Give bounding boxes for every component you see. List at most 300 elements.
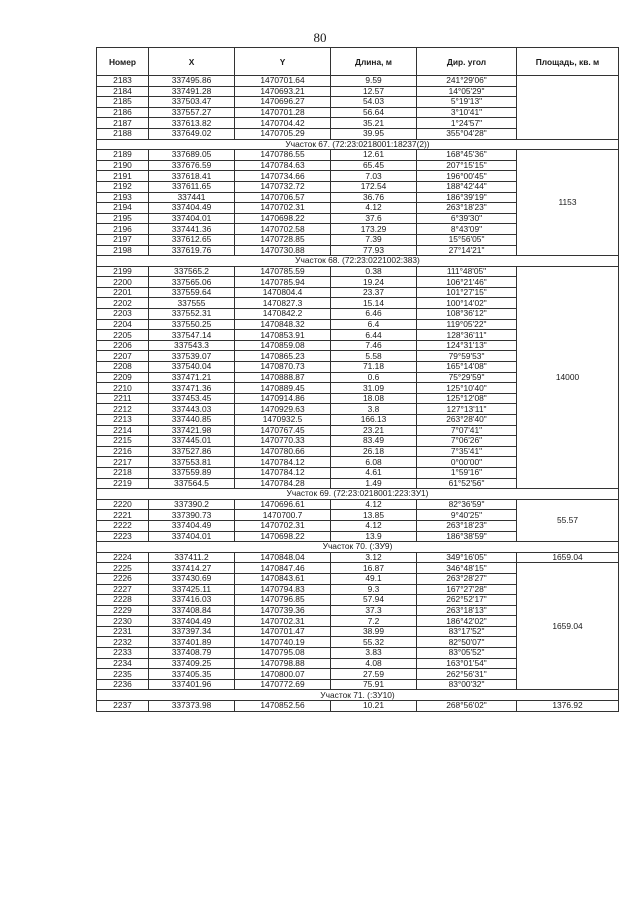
- y-coordinate: 1470702.31: [235, 616, 331, 627]
- x-coordinate: 337440.85: [149, 415, 235, 426]
- direction-angle: 83°17'52": [417, 626, 517, 637]
- length: 56.64: [331, 107, 417, 118]
- y-coordinate: 1470700.7: [235, 510, 331, 521]
- length: 7.46: [331, 340, 417, 351]
- x-coordinate: 337390.73: [149, 510, 235, 521]
- x-coordinate: 337409.25: [149, 658, 235, 669]
- point-number: 2197: [97, 234, 149, 245]
- x-coordinate: 337540.04: [149, 362, 235, 373]
- point-number: 2187: [97, 118, 149, 129]
- point-number: 2227: [97, 584, 149, 595]
- x-coordinate: 337453.45: [149, 393, 235, 404]
- point-number: 2234: [97, 658, 149, 669]
- table-row: [97, 150, 619, 161]
- direction-angle: 1°59'16": [417, 467, 517, 478]
- direction-angle: 128°36'11": [417, 330, 517, 341]
- length: 26.18: [331, 446, 417, 457]
- y-coordinate: 1470770.33: [235, 436, 331, 447]
- y-coordinate: 1470786.55: [235, 150, 331, 161]
- area-value: 55.57: [517, 499, 619, 541]
- point-number: 2236: [97, 679, 149, 690]
- direction-angle: 207°15'15": [417, 160, 517, 171]
- length: 13.9: [331, 531, 417, 542]
- y-coordinate: 1470704.42: [235, 118, 331, 129]
- section-title: Участок 67. (72:23:0218001:18237(2)): [97, 139, 619, 150]
- y-coordinate: 1470852.56: [235, 701, 331, 712]
- direction-angle: 61°52'56": [417, 478, 517, 489]
- point-number: 2208: [97, 362, 149, 373]
- length: 37.3: [331, 605, 417, 616]
- direction-angle: 165°14'08": [417, 362, 517, 373]
- length: 37.6: [331, 213, 417, 224]
- direction-angle: 196°00'45": [417, 171, 517, 182]
- length: 35.21: [331, 118, 417, 129]
- y-coordinate: 1470784.12: [235, 457, 331, 468]
- y-coordinate: 1470739.36: [235, 605, 331, 616]
- point-number: 2185: [97, 97, 149, 108]
- point-number: 2231: [97, 626, 149, 637]
- y-coordinate: 1470865.23: [235, 351, 331, 362]
- length: 173.29: [331, 224, 417, 235]
- x-coordinate: 337390.2: [149, 499, 235, 510]
- length: 54.03: [331, 97, 417, 108]
- length: 3.8: [331, 404, 417, 415]
- y-coordinate: 1470848.32: [235, 319, 331, 330]
- length: 15.14: [331, 298, 417, 309]
- x-coordinate: 337421.98: [149, 425, 235, 436]
- length: 31.09: [331, 383, 417, 394]
- point-number: 2235: [97, 669, 149, 680]
- table-row: [97, 499, 619, 510]
- x-coordinate: 337404.49: [149, 520, 235, 531]
- direction-angle: 263°18'23": [417, 520, 517, 531]
- point-number: 2217: [97, 457, 149, 468]
- area-value: 1153: [517, 150, 619, 256]
- x-coordinate: 337559.64: [149, 287, 235, 298]
- direction-angle: 100°14'02": [417, 298, 517, 309]
- section-row: [97, 690, 619, 701]
- point-number: 2184: [97, 86, 149, 97]
- direction-angle: 75°29'59": [417, 372, 517, 383]
- header-number: Номер: [97, 48, 149, 76]
- length: 39.95: [331, 128, 417, 139]
- length: 12.57: [331, 86, 417, 97]
- area-value: 14000: [517, 266, 619, 488]
- y-coordinate: 1470798.88: [235, 658, 331, 669]
- y-coordinate: 1470795.08: [235, 648, 331, 659]
- direction-angle: 355°04'28": [417, 128, 517, 139]
- x-coordinate: 337619.76: [149, 245, 235, 256]
- length: 65.45: [331, 160, 417, 171]
- point-number: 2211: [97, 393, 149, 404]
- x-coordinate: 337441: [149, 192, 235, 203]
- x-coordinate: 337401.89: [149, 637, 235, 648]
- section-row: [97, 256, 619, 267]
- y-coordinate: 1470705.29: [235, 128, 331, 139]
- section-row: [97, 542, 619, 553]
- x-coordinate: 337676.59: [149, 160, 235, 171]
- y-coordinate: 1470796.85: [235, 595, 331, 606]
- x-coordinate: 337416.03: [149, 595, 235, 606]
- length: 18.08: [331, 393, 417, 404]
- page-number: 80: [313, 30, 327, 45]
- x-coordinate: 337373.98: [149, 701, 235, 712]
- point-number: 2201: [97, 287, 149, 298]
- length: 12.61: [331, 150, 417, 161]
- length: 83.49: [331, 436, 417, 447]
- table-row: [97, 563, 619, 574]
- y-coordinate: 1470740.19: [235, 637, 331, 648]
- coordinates-table: [96, 47, 619, 712]
- y-coordinate: 1470702.31: [235, 203, 331, 214]
- x-coordinate: 337527.86: [149, 446, 235, 457]
- x-coordinate: 337404.49: [149, 616, 235, 627]
- direction-angle: 14°05'29": [417, 86, 517, 97]
- length: 4.12: [331, 520, 417, 531]
- direction-angle: 125°10'40": [417, 383, 517, 394]
- point-number: 2213: [97, 415, 149, 426]
- length: 4.61: [331, 467, 417, 478]
- direction-angle: 127°13'11": [417, 404, 517, 415]
- direction-angle: 82°50'07": [417, 637, 517, 648]
- direction-angle: 5°19'13": [417, 97, 517, 108]
- point-number: 2221: [97, 510, 149, 521]
- x-coordinate: 337411.2: [149, 552, 235, 563]
- y-coordinate: 1470929.63: [235, 404, 331, 415]
- x-coordinate: 337443.03: [149, 404, 235, 415]
- point-number: 2207: [97, 351, 149, 362]
- y-coordinate: 1470804.4: [235, 287, 331, 298]
- point-number: 2224: [97, 552, 149, 563]
- length: 77.93: [331, 245, 417, 256]
- x-coordinate: 337404.01: [149, 213, 235, 224]
- point-number: 2196: [97, 224, 149, 235]
- direction-angle: 0°00'00": [417, 457, 517, 468]
- point-number: 2222: [97, 520, 149, 531]
- direction-angle: 263°18'13": [417, 605, 517, 616]
- length: 75.91: [331, 679, 417, 690]
- y-coordinate: 1470698.22: [235, 213, 331, 224]
- direction-angle: 106°21'46": [417, 277, 517, 288]
- direction-angle: 83°05'52": [417, 648, 517, 659]
- point-number: 2219: [97, 478, 149, 489]
- x-coordinate: 337557.27: [149, 107, 235, 118]
- length: 4.08: [331, 658, 417, 669]
- length: 19.24: [331, 277, 417, 288]
- direction-angle: 349°16'05": [417, 552, 517, 563]
- y-coordinate: 1470848.04: [235, 552, 331, 563]
- length: 36.76: [331, 192, 417, 203]
- y-coordinate: 1470702.58: [235, 224, 331, 235]
- y-coordinate: 1470842.2: [235, 309, 331, 320]
- point-number: 2183: [97, 76, 149, 87]
- x-coordinate: 337491.28: [149, 86, 235, 97]
- x-coordinate: 337539.07: [149, 351, 235, 362]
- direction-angle: 346°48'15": [417, 563, 517, 574]
- direction-angle: 167°27'28": [417, 584, 517, 595]
- x-coordinate: 337565.06: [149, 277, 235, 288]
- point-number: 2210: [97, 383, 149, 394]
- section-title: Участок 71. (:ЗУ10): [97, 690, 619, 701]
- x-coordinate: 337401.96: [149, 679, 235, 690]
- section-title: Участок 70. (:ЗУ9): [97, 542, 619, 553]
- section-row: [97, 489, 619, 500]
- direction-angle: 163°01'54": [417, 658, 517, 669]
- length: 5.58: [331, 351, 417, 362]
- length: 3.12: [331, 552, 417, 563]
- x-coordinate: 337503.47: [149, 97, 235, 108]
- direction-angle: 124°31'13": [417, 340, 517, 351]
- area-value: 1659.04: [517, 563, 619, 690]
- point-number: 2226: [97, 573, 149, 584]
- direction-angle: 7°35'41": [417, 446, 517, 457]
- x-coordinate: 337553.81: [149, 457, 235, 468]
- point-number: 2216: [97, 446, 149, 457]
- y-coordinate: 1470800.07: [235, 669, 331, 680]
- point-number: 2218: [97, 467, 149, 478]
- length: 172.54: [331, 181, 417, 192]
- length: 6.4: [331, 319, 417, 330]
- length: 7.03: [331, 171, 417, 182]
- y-coordinate: 1470785.59: [235, 266, 331, 277]
- y-coordinate: 1470693.21: [235, 86, 331, 97]
- point-number: 2232: [97, 637, 149, 648]
- direction-angle: 188°42'44": [417, 181, 517, 192]
- direction-angle: 7°07'41": [417, 425, 517, 436]
- y-coordinate: 1470767.45: [235, 425, 331, 436]
- y-coordinate: 1470889.45: [235, 383, 331, 394]
- direction-angle: 15°56'05": [417, 234, 517, 245]
- section-title: Участок 69. (72:23:0218001:223:ЗУ1): [97, 489, 619, 500]
- header-x: X: [149, 48, 235, 76]
- direction-angle: 79°59'53": [417, 351, 517, 362]
- direction-angle: 263°18'23": [417, 203, 517, 214]
- direction-angle: 263°28'40": [417, 415, 517, 426]
- y-coordinate: 1470785.94: [235, 277, 331, 288]
- section-title: Участок 68. (72:23:0221002:383): [97, 256, 619, 267]
- y-coordinate: 1470780.66: [235, 446, 331, 457]
- x-coordinate: 337550.25: [149, 319, 235, 330]
- y-coordinate: 1470914.86: [235, 393, 331, 404]
- y-coordinate: 1470888.87: [235, 372, 331, 383]
- y-coordinate: 1470847.46: [235, 563, 331, 574]
- point-number: 2202: [97, 298, 149, 309]
- length: 6.08: [331, 457, 417, 468]
- point-number: 2230: [97, 616, 149, 627]
- direction-angle: 268°56'02": [417, 701, 517, 712]
- x-coordinate: 337564.5: [149, 478, 235, 489]
- x-coordinate: 337559.89: [149, 467, 235, 478]
- x-coordinate: 337612.65: [149, 234, 235, 245]
- header-y: Y: [235, 48, 331, 76]
- point-number: 2198: [97, 245, 149, 256]
- y-coordinate: 1470734.66: [235, 171, 331, 182]
- x-coordinate: 337441.36: [149, 224, 235, 235]
- point-number: 2214: [97, 425, 149, 436]
- direction-angle: 7°06'26": [417, 436, 517, 447]
- point-number: 2192: [97, 181, 149, 192]
- x-coordinate: 337649.02: [149, 128, 235, 139]
- direction-angle: 108°36'12": [417, 309, 517, 320]
- x-coordinate: 337495.86: [149, 76, 235, 87]
- direction-angle: 263°28'27": [417, 573, 517, 584]
- length: 49.1: [331, 573, 417, 584]
- length: 1.49: [331, 478, 417, 489]
- direction-angle: 119°05'22": [417, 319, 517, 330]
- point-number: 2194: [97, 203, 149, 214]
- length: 57.94: [331, 595, 417, 606]
- length: 13.85: [331, 510, 417, 521]
- x-coordinate: 337397.34: [149, 626, 235, 637]
- y-coordinate: 1470730.88: [235, 245, 331, 256]
- y-coordinate: 1470794.83: [235, 584, 331, 595]
- direction-angle: 82°36'59": [417, 499, 517, 510]
- y-coordinate: 1470698.22: [235, 531, 331, 542]
- length: 4.12: [331, 499, 417, 510]
- y-coordinate: 1470701.64: [235, 76, 331, 87]
- direction-angle: 101°27'15": [417, 287, 517, 298]
- y-coordinate: 1470859.08: [235, 340, 331, 351]
- direction-angle: 241°29'06": [417, 76, 517, 87]
- direction-angle: 6°39'30": [417, 213, 517, 224]
- length: 23.37: [331, 287, 417, 298]
- y-coordinate: 1470784.28: [235, 478, 331, 489]
- x-coordinate: 337555: [149, 298, 235, 309]
- length: 7.2: [331, 616, 417, 627]
- point-number: 2205: [97, 330, 149, 341]
- length: 55.32: [331, 637, 417, 648]
- y-coordinate: 1470728.85: [235, 234, 331, 245]
- x-coordinate: 337408.79: [149, 648, 235, 659]
- point-number: 2191: [97, 171, 149, 182]
- length: 4.12: [331, 203, 417, 214]
- point-number: 2229: [97, 605, 149, 616]
- x-coordinate: 337414.27: [149, 563, 235, 574]
- point-number: 2190: [97, 160, 149, 171]
- point-number: 2209: [97, 372, 149, 383]
- y-coordinate: 1470772.69: [235, 679, 331, 690]
- point-number: 2233: [97, 648, 149, 659]
- y-coordinate: 1470706.57: [235, 192, 331, 203]
- y-coordinate: 1470696.61: [235, 499, 331, 510]
- x-coordinate: 337547.14: [149, 330, 235, 341]
- x-coordinate: 337613.82: [149, 118, 235, 129]
- area-value: 1376.92: [517, 701, 619, 712]
- header-length: Длина, м: [331, 48, 417, 76]
- y-coordinate: 1470784.12: [235, 467, 331, 478]
- header-area: Площадь, кв. м: [517, 48, 619, 76]
- direction-angle: 186°38'59": [417, 531, 517, 542]
- point-number: 2193: [97, 192, 149, 203]
- y-coordinate: 1470843.61: [235, 573, 331, 584]
- length: 38.99: [331, 626, 417, 637]
- direction-angle: 8°43'09": [417, 224, 517, 235]
- point-number: 2220: [97, 499, 149, 510]
- direction-angle: 125°12'08": [417, 393, 517, 404]
- x-coordinate: 337408.84: [149, 605, 235, 616]
- direction-angle: 3°10'41": [417, 107, 517, 118]
- x-coordinate: 337430.69: [149, 573, 235, 584]
- direction-angle: 111°48'05": [417, 266, 517, 277]
- y-coordinate: 1470932.5: [235, 415, 331, 426]
- x-coordinate: 337405.35: [149, 669, 235, 680]
- area-value: [517, 76, 619, 140]
- point-number: 2228: [97, 595, 149, 606]
- length: 71.18: [331, 362, 417, 373]
- point-number: 2237: [97, 701, 149, 712]
- point-number: 2188: [97, 128, 149, 139]
- length: 0.6: [331, 372, 417, 383]
- length: 9.59: [331, 76, 417, 87]
- x-coordinate: 337552.31: [149, 309, 235, 320]
- direction-angle: 186°39'19": [417, 192, 517, 203]
- x-coordinate: 337471.21: [149, 372, 235, 383]
- point-number: 2189: [97, 150, 149, 161]
- direction-angle: 1°24'57": [417, 118, 517, 129]
- point-number: 2215: [97, 436, 149, 447]
- x-coordinate: 337543.3: [149, 340, 235, 351]
- length: 10.21: [331, 701, 417, 712]
- length: 27.59: [331, 669, 417, 680]
- header-row: [97, 48, 619, 76]
- direction-angle: 27°14'21": [417, 245, 517, 256]
- direction-angle: 83°00'32": [417, 679, 517, 690]
- length: 0.38: [331, 266, 417, 277]
- x-coordinate: 337689.05: [149, 150, 235, 161]
- point-number: 2199: [97, 266, 149, 277]
- table-row: [97, 701, 619, 712]
- point-number: 2212: [97, 404, 149, 415]
- x-coordinate: 337611.65: [149, 181, 235, 192]
- length: 3.83: [331, 648, 417, 659]
- point-number: 2204: [97, 319, 149, 330]
- point-number: 2195: [97, 213, 149, 224]
- direction-angle: 9°40'25": [417, 510, 517, 521]
- x-coordinate: 337565.2: [149, 266, 235, 277]
- table-row: [97, 552, 619, 563]
- point-number: 2200: [97, 277, 149, 288]
- direction-angle: 168°45'36": [417, 150, 517, 161]
- length: 9.3: [331, 584, 417, 595]
- x-coordinate: 337404.01: [149, 531, 235, 542]
- y-coordinate: 1470732.72: [235, 181, 331, 192]
- y-coordinate: 1470853.91: [235, 330, 331, 341]
- y-coordinate: 1470701.47: [235, 626, 331, 637]
- length: 166.13: [331, 415, 417, 426]
- y-coordinate: 1470696.27: [235, 97, 331, 108]
- point-number: 2206: [97, 340, 149, 351]
- direction-angle: 262°52'17": [417, 595, 517, 606]
- x-coordinate: 337618.41: [149, 171, 235, 182]
- header-angle: Дир. угол: [417, 48, 517, 76]
- length: 16.87: [331, 563, 417, 574]
- direction-angle: 186°42'02": [417, 616, 517, 627]
- point-number: 2223: [97, 531, 149, 542]
- y-coordinate: 1470701.28: [235, 107, 331, 118]
- point-number: 2186: [97, 107, 149, 118]
- table-row: [97, 266, 619, 277]
- direction-angle: 262°56'31": [417, 669, 517, 680]
- length: 6.46: [331, 309, 417, 320]
- length: 6.44: [331, 330, 417, 341]
- x-coordinate: 337445.01: [149, 436, 235, 447]
- length: 23.21: [331, 425, 417, 436]
- point-number: 2225: [97, 563, 149, 574]
- point-number: 2203: [97, 309, 149, 320]
- y-coordinate: 1470702.31: [235, 520, 331, 531]
- length: 7.39: [331, 234, 417, 245]
- table-row: [97, 76, 619, 87]
